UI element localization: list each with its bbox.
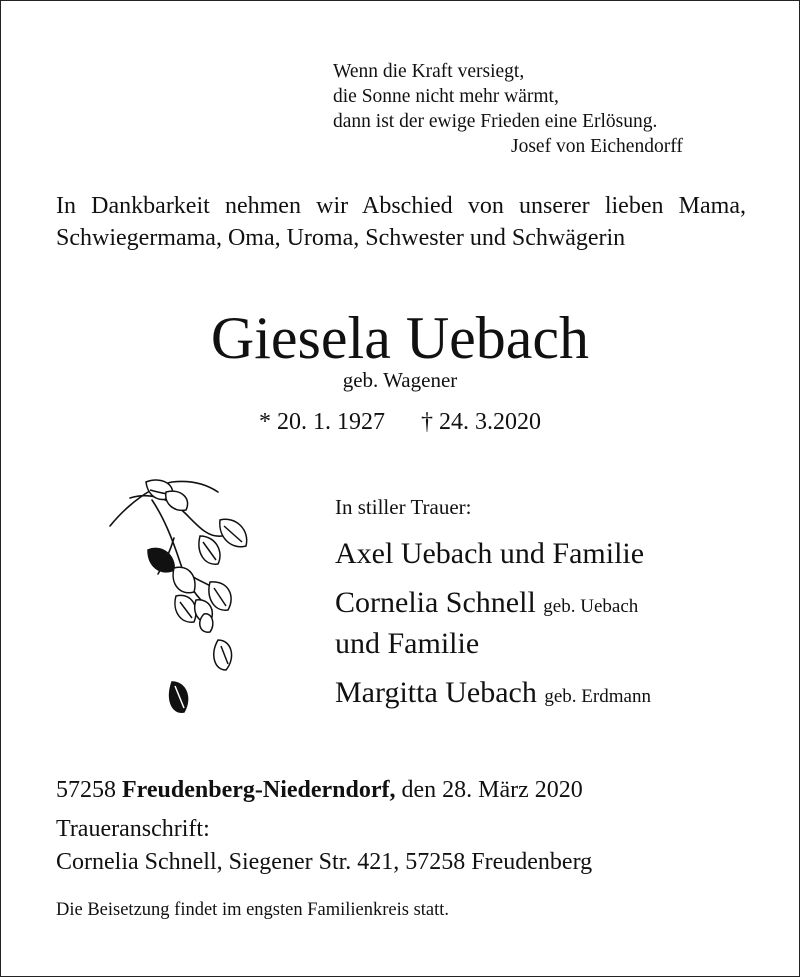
place-name: Freudenberg-Niederndorf,	[122, 777, 396, 803]
maiden-name: geb. Wagener	[342, 368, 458, 392]
mourner-entry	[335, 583, 638, 627]
mourner-name: und Familie	[335, 627, 480, 660]
poem-quote	[333, 59, 683, 159]
death-date: † 24. 3.2020	[421, 409, 541, 435]
quote-line-3: dann ist der ewige Frieden eine Erlösung.	[333, 111, 658, 132]
place-and-date	[56, 775, 583, 805]
deceased-name: Giesela Uebach	[210, 305, 590, 371]
mourner-entry	[335, 673, 651, 717]
birch-branch-icon	[100, 478, 270, 738]
postcode: 57258	[56, 777, 116, 803]
mourner-entry	[335, 534, 644, 574]
mourner-maiden-name: geb. Uebach	[543, 596, 639, 617]
address-label: Traueranschrift:	[56, 816, 210, 842]
mourning-address: Cornelia Schnell, Siegener Str. 421, 57258 Freudenberg	[56, 849, 593, 875]
mourner-name: Axel Uebach und Familie	[335, 537, 645, 570]
life-dates	[0, 407, 800, 437]
mourner-name: Margitta Uebach	[335, 676, 537, 709]
quote-line-1: Wenn die Kraft versiegt,	[333, 61, 525, 82]
notice-date: den 28. März 2020	[401, 777, 583, 803]
burial-note: Die Beisetzung findet im engsten Familienkreis statt.	[56, 900, 450, 920]
quote-line-2: die Sonne nicht mehr wärmt,	[333, 86, 559, 107]
mourner-entry	[335, 624, 479, 664]
mourners-heading: In stiller Trauer:	[335, 495, 472, 519]
birth-date: * 20. 1. 1927	[259, 409, 385, 435]
farewell-text: In Dankbarkeit nehmen wir Abschied von unserer lieben Mama, Schwiegermama, Oma, Uroma, Schwester und Schwägerin	[56, 193, 746, 251]
quote-author: Josef von Eichendorff	[511, 136, 683, 157]
mourner-name: Cornelia Schnell	[335, 586, 536, 619]
mourner-maiden-name: geb. Erdmann	[544, 686, 651, 707]
